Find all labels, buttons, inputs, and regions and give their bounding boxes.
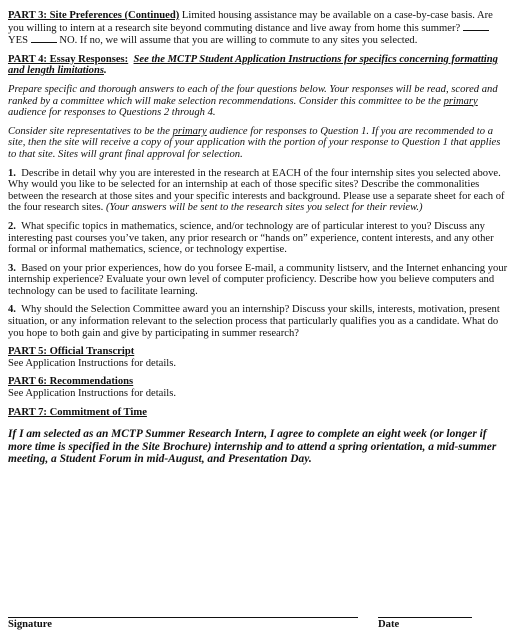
- date-line[interactable]: [378, 617, 472, 630]
- part5-section: [8, 346, 508, 369]
- question-3: [8, 263, 508, 298]
- part3-text: Limited housing assistance may be available on a case-by-case basis. Are you willing to intern at a research site beyond commuting distance and live away from home this summer?: [8, 10, 493, 34]
- part4-heading-block: [8, 54, 508, 77]
- yes-label: YES: [8, 35, 31, 47]
- part3-heading: PART 3: Site Preferences (Continued): [8, 10, 180, 21]
- part5-heading: PART 5: Official Transcript: [8, 346, 135, 358]
- intro2-text: Consider site representatives to be the: [8, 125, 173, 137]
- part7-heading: PART 7: Commitment of Time: [8, 406, 147, 418]
- q1-text: Describe in detail why you are interested in the research at EACH of the four internship sites you selected above. Why would you like to be selected for an internship at each of those specific sites? Describe the commonalities between the research at those sites and your specific interests and background. Please use a separate sheet for each of the four research sites.: [8, 167, 505, 214]
- part7-heading-block: [8, 407, 508, 419]
- q3-text: Based on your prior experiences, how do you forsee E-mail, a community listserv, and the Internet enhancing your internship experience? Evaluate your own level of computer proficiency. Describe how you believe computers and technology can be used to facilitate learning.: [8, 262, 508, 297]
- part4-intro-2: [8, 126, 508, 161]
- part4-instructions-ref: See the MCTP Student Application Instructions for specifics concerning formatting and length limitations: [8, 53, 498, 77]
- intro2-primary: primary: [172, 125, 207, 137]
- intro1-text-end: audience for responses to Questions 2 through 4.: [8, 107, 216, 119]
- commitment-text: If I am selected as an MCTP Summer Research Intern, I agree to complete an eight week (or longer if more time is specified in the Site Brochure) internship and to attend a spring orientation, a mid-summer meeting, a Student Forum in mid-August, and Presentation Day.: [8, 428, 497, 466]
- intro2-text-end: audience for responses to Question 1. If you are recommended to a site, then the site will receive a copy of your application with the portion of your response to Question 1 that applies to that site. Sites will grant final approval for selection.: [8, 125, 501, 160]
- signature-line[interactable]: [8, 617, 358, 630]
- q1-number: 1.: [8, 167, 16, 179]
- question-1: [8, 168, 508, 214]
- part4-heading: PART 4: Essay Responses:: [8, 53, 129, 65]
- no-label: NO. If no, we will assume that you are willing to commute to any sites you selected.: [56, 35, 418, 47]
- part5-text: See Application Instructions for details.: [8, 357, 176, 369]
- part6-heading: PART 6: Recommendations: [8, 376, 134, 388]
- intro1-text: Prepare specific and thorough answers to each of the four questions below. Your responses will be read, scored and ranked by a committee which will make selection recommendations. Consider this committee to be the: [8, 83, 498, 107]
- q2-number: 2.: [8, 220, 16, 232]
- q1-note: (Your answers will be sent to the research sites you select for their review.): [105, 202, 423, 214]
- q4-text: Why should the Selection Committee award you an internship? Discuss your skills, interests, motivation, present situation, or any information relevant to the selection process that particularly qualifies you as a candidate. What do you hope to both gain and give by participating in summer research?: [8, 304, 500, 339]
- signature-label: Signature: [8, 619, 52, 630]
- q2-text: What specific topics in mathematics, science, and/or technology are of particular interest to you? Discuss any interesting past courses you’ve taken, any prior research or “hands on” experience, content interests, and any other formal or informal mathematics, science, or technology expertise.: [8, 220, 494, 256]
- date-label: Date: [378, 619, 400, 630]
- application-page: [8, 10, 508, 466]
- part6-text: See Application Instructions for details.: [8, 388, 176, 400]
- q3-number: 3.: [8, 262, 16, 274]
- part3-section: [8, 10, 508, 47]
- intro1-primary: primary: [443, 95, 478, 107]
- no-blank[interactable]: [31, 34, 57, 43]
- yes-blank[interactable]: [463, 22, 489, 31]
- question-4: [8, 304, 508, 339]
- question-2: [8, 221, 508, 256]
- q4-number: 4.: [8, 304, 16, 316]
- part4-intro-1: [8, 84, 508, 119]
- part4-ref-end: .: [103, 65, 107, 77]
- part6-section: [8, 376, 508, 399]
